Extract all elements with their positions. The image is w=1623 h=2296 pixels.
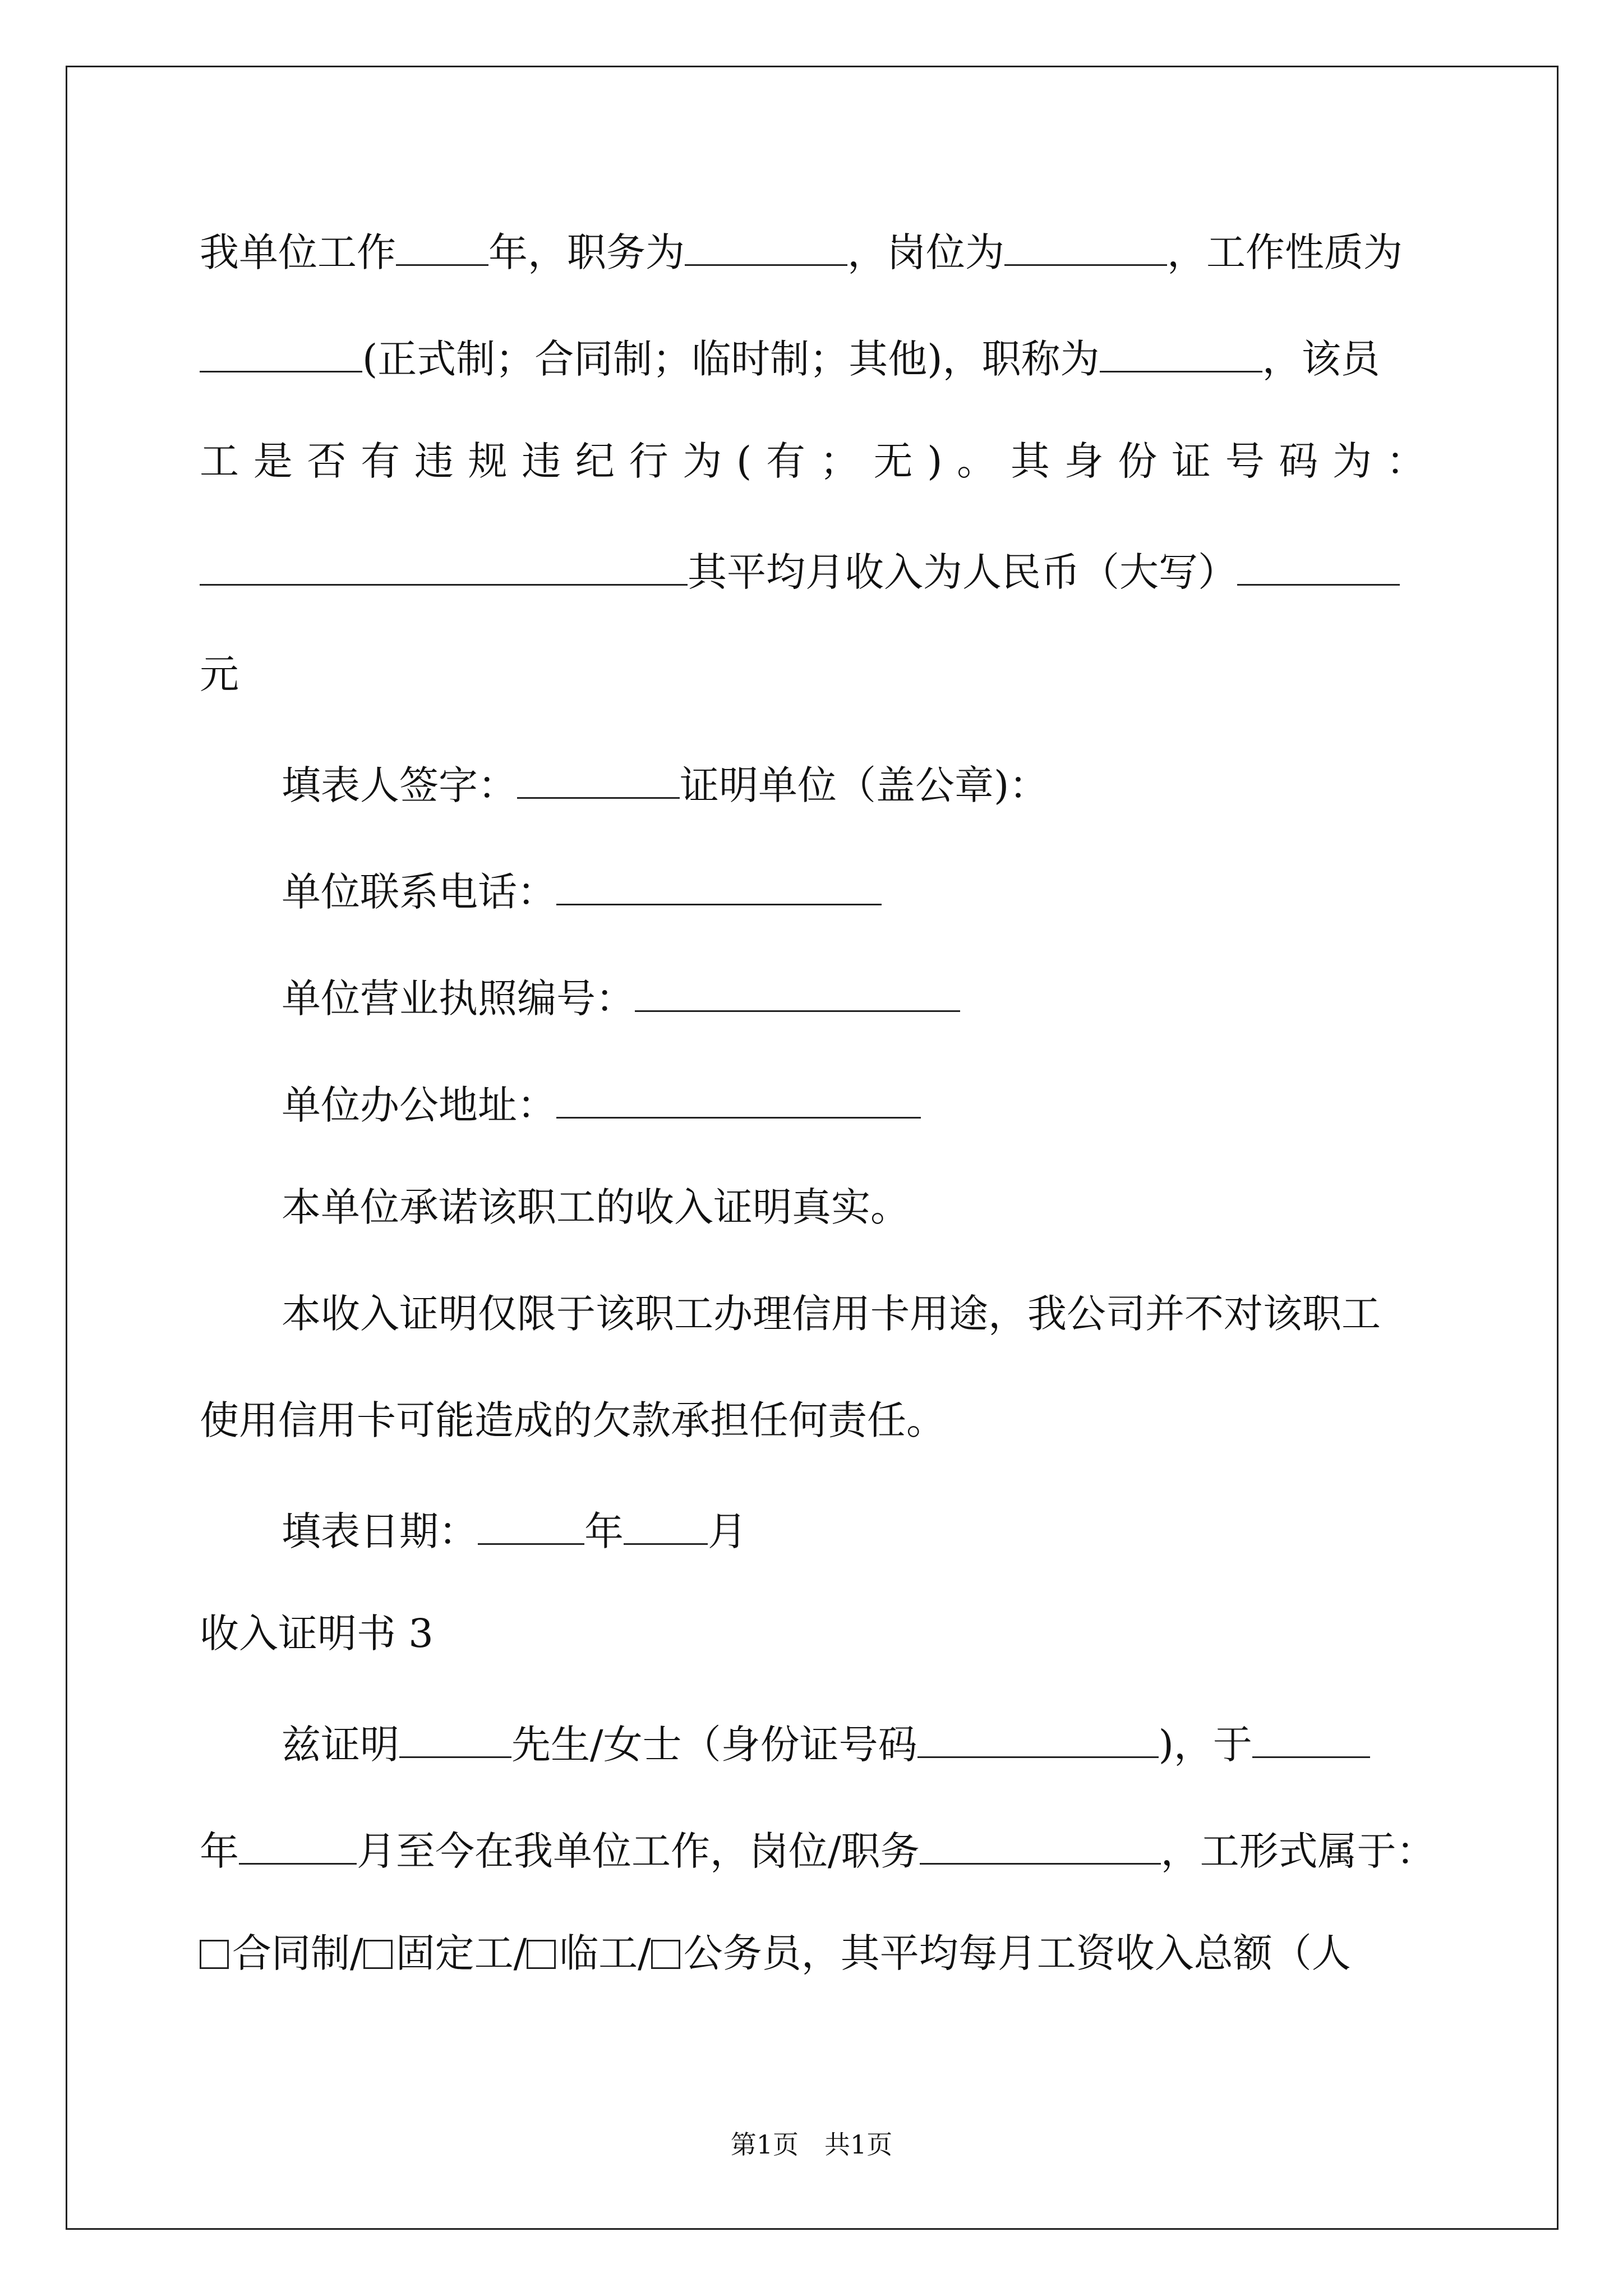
line-17 bbox=[200, 1930, 1351, 1976]
blank-income-amount[interactable] bbox=[1237, 548, 1400, 586]
line-3 bbox=[200, 438, 1426, 484]
char: 否 bbox=[307, 438, 347, 484]
line-10 bbox=[282, 1184, 910, 1230]
text: 本收入证明仅限于该职工办理信用卡用途，我公司并不对该职工 bbox=[282, 1291, 1381, 1337]
line-1 bbox=[200, 228, 1403, 275]
checkbox-contract[interactable] bbox=[200, 1940, 229, 1969]
blank-start-year[interactable] bbox=[1252, 1720, 1370, 1758]
text: 使用信用卡可能造成的欠款承担任何责任。 bbox=[200, 1397, 946, 1443]
blank-phone[interactable] bbox=[556, 868, 882, 905]
blank-signer[interactable] bbox=[517, 761, 680, 799]
checkbox-temporary[interactable] bbox=[527, 1940, 556, 1969]
blank-id-card[interactable] bbox=[917, 1720, 1159, 1758]
char: 纪 bbox=[575, 438, 615, 484]
text: 月 bbox=[708, 1508, 747, 1554]
char: 违 bbox=[522, 438, 561, 484]
line-15 bbox=[282, 1720, 1370, 1768]
char: 证 bbox=[1171, 438, 1211, 484]
text: 其平均月收入为人民币（大写） bbox=[688, 549, 1237, 595]
blank-title[interactable] bbox=[1100, 335, 1262, 372]
text: ，工作性质为 bbox=[1167, 229, 1403, 275]
text: 临工/ bbox=[559, 1930, 651, 1976]
text: 兹证明 bbox=[282, 1722, 399, 1768]
char: 份 bbox=[1118, 438, 1158, 484]
char: 号 bbox=[1225, 438, 1265, 484]
char: 为 bbox=[683, 438, 722, 484]
checkbox-permanent[interactable] bbox=[363, 1940, 393, 1969]
text: 先生/女士（身份证号码 bbox=[511, 1722, 917, 1768]
text: 年 bbox=[200, 1828, 239, 1874]
char: 为 bbox=[1332, 438, 1372, 484]
text: 单位办公地址： bbox=[282, 1082, 556, 1128]
text: 月至今在我单位工作，岗位/职务 bbox=[357, 1828, 920, 1874]
text: 证明单位（盖公章)： bbox=[680, 762, 1049, 808]
blank-license[interactable] bbox=[635, 974, 960, 1012]
text: 元 bbox=[200, 651, 239, 697]
text: ，该员 bbox=[1262, 336, 1380, 382]
blank-address[interactable] bbox=[556, 1081, 921, 1119]
char: 规 bbox=[468, 438, 508, 484]
char: ) bbox=[927, 438, 943, 484]
text: 公务员，其平均每月工资收入总额（人 bbox=[683, 1930, 1351, 1976]
line-12 bbox=[200, 1397, 946, 1443]
blank-month[interactable] bbox=[624, 1507, 708, 1545]
text: 单位联系电话： bbox=[282, 869, 556, 915]
char: 工 bbox=[200, 438, 239, 484]
char: 。 bbox=[957, 438, 997, 484]
char: 违 bbox=[414, 438, 454, 484]
text: 固定工/ bbox=[395, 1930, 527, 1976]
page-border bbox=[66, 66, 1559, 2230]
text: 填表人签字： bbox=[282, 762, 517, 808]
blank-position[interactable] bbox=[685, 228, 847, 266]
text: 我单位工作 bbox=[200, 229, 396, 275]
text: 收入证明书 3 bbox=[200, 1611, 434, 1657]
text: 年 bbox=[584, 1508, 624, 1554]
line-5 bbox=[200, 651, 239, 697]
char: 其 bbox=[1010, 438, 1050, 484]
blank-id-number[interactable] bbox=[200, 548, 688, 586]
line-7 bbox=[282, 868, 882, 915]
line-6 bbox=[282, 761, 1049, 808]
char: ( bbox=[736, 438, 752, 484]
char: 身 bbox=[1064, 438, 1104, 484]
line-16 bbox=[200, 1827, 1436, 1874]
line-13 bbox=[282, 1507, 747, 1554]
text: 本单位承诺该职工的收入证明真实。 bbox=[282, 1184, 910, 1230]
text: )，于 bbox=[1158, 1722, 1252, 1768]
line-4 bbox=[200, 548, 1400, 595]
char: ； bbox=[819, 438, 859, 484]
line-8 bbox=[282, 974, 960, 1022]
blank-job-title[interactable] bbox=[920, 1827, 1161, 1865]
text: ，工形式属于： bbox=[1160, 1828, 1436, 1874]
blank-work-nature[interactable] bbox=[200, 335, 362, 372]
blank-start-month[interactable] bbox=[239, 1827, 357, 1865]
text: ，岗位为 bbox=[847, 229, 1004, 275]
page-footer: 第1页 共1页 bbox=[730, 2129, 893, 2160]
char: 无 bbox=[873, 438, 913, 484]
char: 有 bbox=[766, 438, 806, 484]
text: (正式制；合同制；临时制；其他)，职称为 bbox=[362, 336, 1100, 382]
blank-years[interactable] bbox=[396, 228, 488, 266]
text: 填表日期： bbox=[282, 1508, 478, 1554]
text: 年，职务为 bbox=[488, 229, 685, 275]
text: 单位营业执照编号： bbox=[282, 976, 635, 1022]
checkbox-civil-servant[interactable] bbox=[651, 1940, 680, 1969]
char: ： bbox=[1386, 438, 1426, 484]
char: 码 bbox=[1279, 438, 1318, 484]
line-9 bbox=[282, 1081, 921, 1128]
char: 有 bbox=[361, 438, 400, 484]
section-heading bbox=[200, 1611, 434, 1657]
line-2 bbox=[200, 335, 1380, 382]
char: 行 bbox=[629, 438, 668, 484]
blank-year[interactable] bbox=[478, 1507, 584, 1545]
char: 是 bbox=[253, 438, 293, 484]
text: 合同制/ bbox=[232, 1930, 363, 1976]
blank-post[interactable] bbox=[1004, 228, 1167, 266]
line-11 bbox=[282, 1291, 1381, 1337]
blank-name[interactable] bbox=[399, 1720, 511, 1758]
